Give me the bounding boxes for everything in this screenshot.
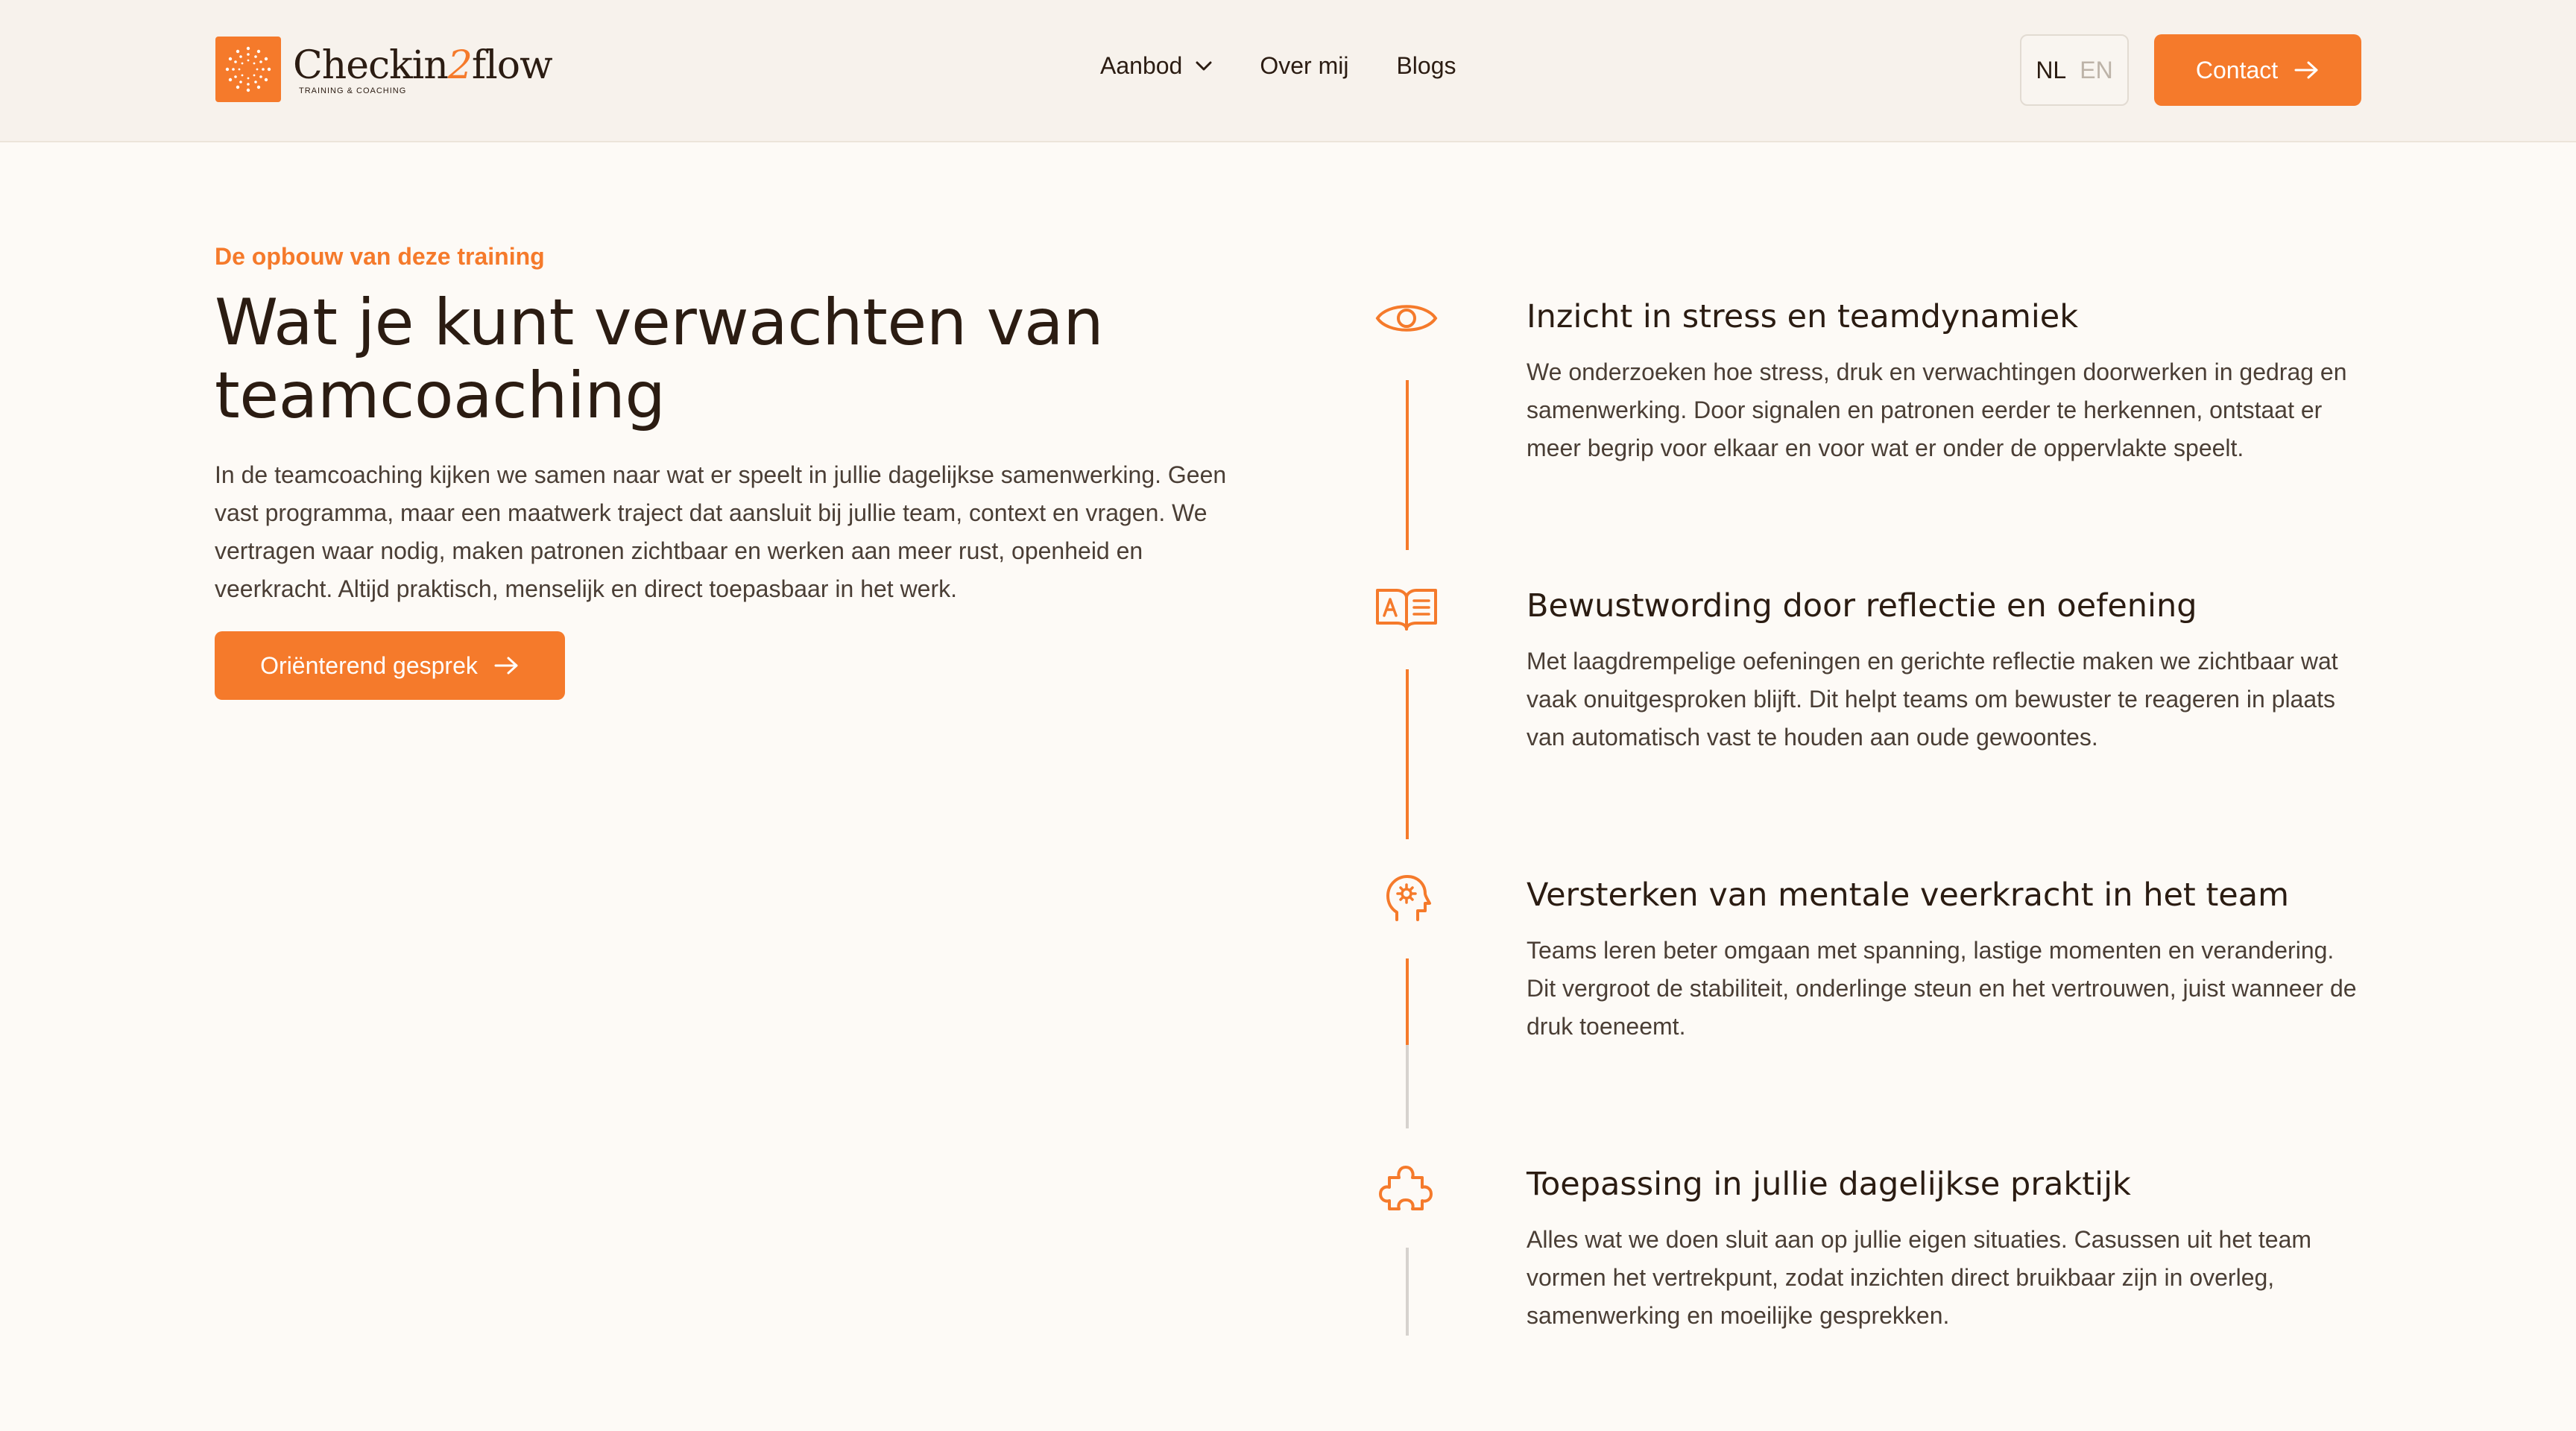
timeline-segment [1406,1045,1409,1128]
step-description: Met laagdrempelige oefeningen en gerichte reflectie maken we zichtbaar wat vaak onuitgesproken blijft. Dit helpt teams om bewuster te reageren in plaats van automatisch vast te houden aan oude gewoontes. [1527,648,2338,751]
logo-mark-icon [215,37,281,102]
chevron-down-icon [1196,61,1212,72]
contact-button[interactable] [2154,34,2361,106]
cta-button-label: Oriënterend gesprek [260,651,478,679]
arrow-right-icon [2294,60,2320,80]
step-description: We onderzoeken hoe stress, druk en verwachtingen doorwerken in gedrag en samenwerking. Door signalen en patronen eerder te herkennen, ontstaat er meer begrip voor elkaar en voor wat er onder de oppervlakte speelt. [1527,358,2347,461]
nav-item-label: Blogs [1396,52,1456,79]
step-title: Versterken van mentale veerkracht in het team [1527,876,2289,914]
orientation-call-button[interactable] [215,631,565,700]
puzzle-piece-icon [1373,1161,1440,1213]
timeline-segment-progress [1406,958,1409,1045]
timeline-segment [1406,380,1409,550]
nav-item-label: Over mij [1260,52,1349,79]
nav-item-blogs[interactable] [1396,52,1456,80]
arrow-right-icon [494,656,520,675]
lang-option-nl[interactable]: NL [2036,56,2067,83]
logo[interactable] [215,36,552,103]
nav-item-over-mij[interactable] [1260,52,1348,80]
section-intro: In de teamcoaching kijken we samen naar wat er speelt in jullie dagelijkse samenwerking. Geen vast programma, maar een maatwerk traject dat aansluit bij jullie team, context en vragen. We vertragen waar nodig, maken patronen zichtbaar en werken aan meer rust, openheid en veerkracht. Altijd praktisch, menselijk en direct toepasbaar in het werk. [215,461,1227,602]
nav-item-aanbod[interactable] [1100,52,1212,80]
timeline-segment [1406,669,1409,839]
timeline-segment [1406,1248,1409,1336]
step-title: Toepassing in jullie dagelijkse praktijk [1527,1166,2131,1203]
eye-icon [1373,292,1440,344]
step-title: Bewustwording door reflectie en oefening [1527,587,2197,625]
main-nav [1100,52,1456,80]
head-gear-icon [1373,872,1440,924]
step-description: Alles wat we doen sluit aan op jullie eigen situaties. Casussen uit het team vormen het vertrekpunt, zodat inzichten direct bruikbaar zijn in overleg, samenwerking en moeilijke gesprekken. [1527,1226,2312,1329]
lang-option-en[interactable]: EN [2080,56,2113,83]
nav-item-label: Aanbod [1100,52,1183,79]
logo-subtitle: TRAINING & COACHING [299,86,407,95]
step-description: Teams leren beter omgaan met spanning, lastige momenten en verandering. Dit vergroot de stabiliteit, onderlinge steun en het vertrouwen, juist wanneer de druk toeneemt. [1527,937,2357,1040]
contact-button-label: Contact [2195,56,2279,83]
section-title: Wat je kunt verwachten van teamcoaching [215,285,1104,433]
language-switcher [2020,34,2129,106]
open-book-icon [1373,583,1440,635]
step-title: Inzicht in stress en teamdynamiek [1527,298,2079,335]
section-eyebrow: De opbouw van deze training [215,243,545,270]
site-header [0,0,2576,142]
logo-word: Checkin2flow [293,43,552,88]
